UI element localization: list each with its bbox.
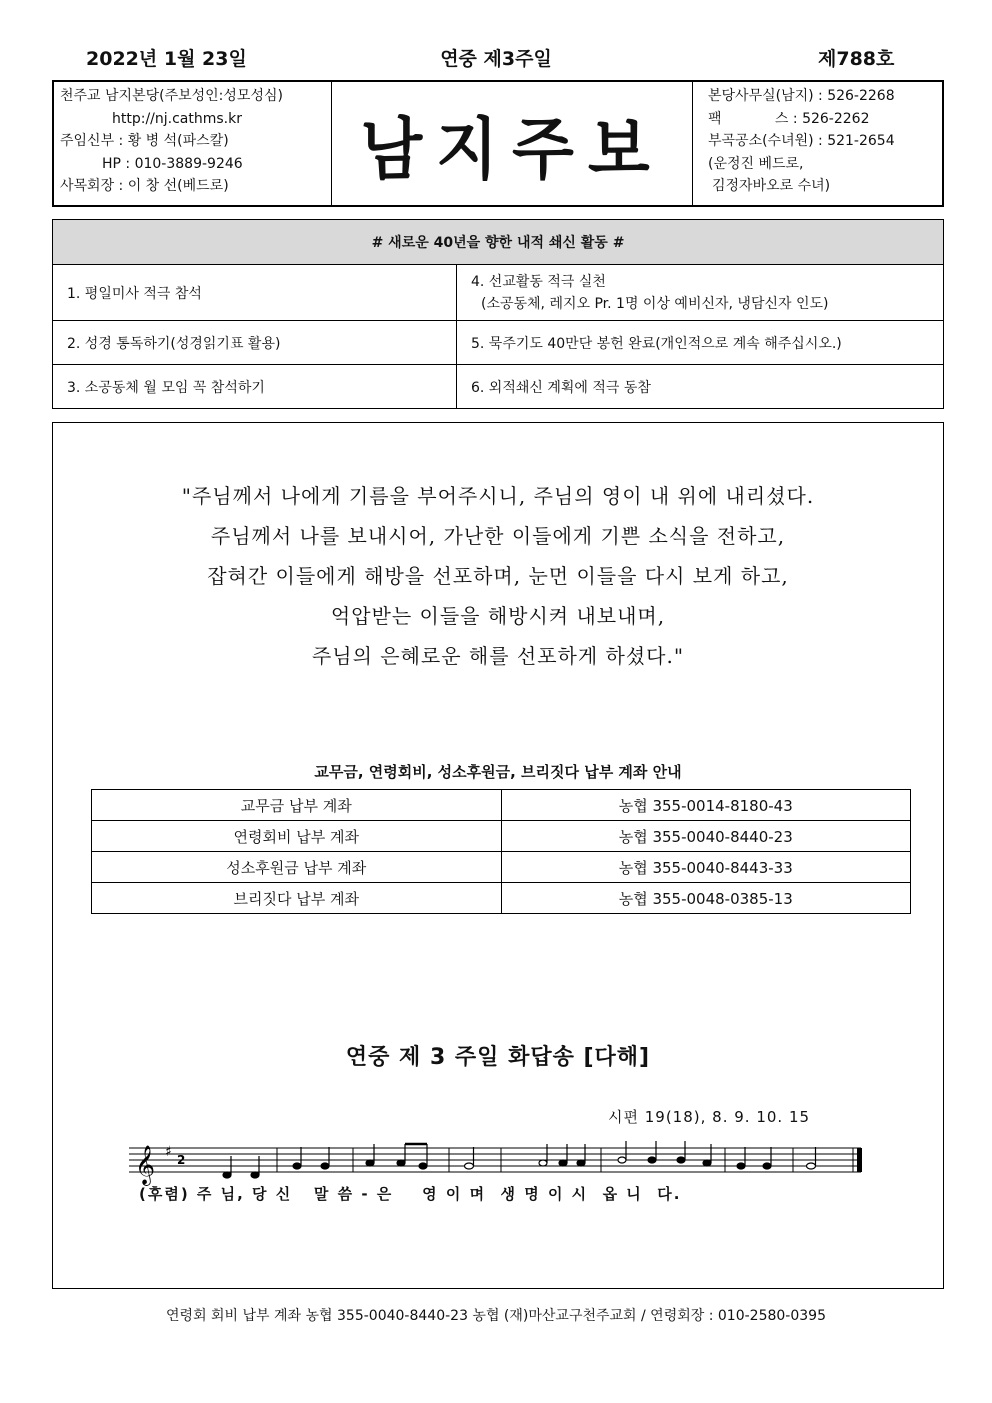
sisters-line-2: 김정자바오로 수녀) [712, 178, 831, 194]
office-contacts [694, 82, 944, 205]
quote-line: 주님의 은혜로운 해를 선포하게 하셨다." [311, 644, 685, 668]
table-row [92, 883, 911, 914]
activity-1: 1. 평일미사 적극 참석 [53, 265, 457, 321]
parish-website[interactable]: http://nj.cathms.kr [112, 110, 242, 127]
activity-2: 2. 성경 통독하기(성경읽기표 활용) [53, 321, 457, 365]
refrain-lyrics: (후렴) 주 님, 당 신 말 씀 - 은 영 이 며 생 명 이 시 옵 니 다. [139, 1185, 682, 1203]
masthead [52, 80, 944, 207]
table-row [92, 790, 911, 821]
activity-5: 5. 묵주기도 40만단 봉헌 완료(개인적으로 계속 해주십시오.) [457, 321, 944, 365]
activity-3: 3. 소공동체 월 모임 꼭 참석하기 [53, 365, 457, 409]
sisters-line-1: (운정진 베드로, [708, 155, 804, 172]
issue-date: 2022년 1월 23일 [86, 48, 247, 70]
svg-text:2: 2 [177, 1153, 186, 1167]
svg-text:♯: ♯ [165, 1144, 172, 1160]
activities-table [52, 219, 944, 409]
convent-phone: 부곡공소(수녀원) : 521-2654 [708, 133, 895, 149]
council-president: 사목회장 : 이 창 선(베드로) [60, 178, 229, 194]
quote-line: 잡혀간 이들에게 해방을 선포하며, 눈먼 이들을 다시 보게 하고, [207, 564, 789, 588]
psalm-reference: 시편 19(18), 8. 9. 10. 15 [608, 1108, 811, 1126]
music-staff-icon [129, 1136, 869, 1186]
account-name: 브리짓다 납부 계좌 [92, 883, 502, 914]
quote-line: 억압받는 이들을 해방시켜 내보내며, [330, 604, 666, 628]
liturgical-week: 연중 제3주일 [440, 48, 552, 70]
account-name: 교무금 납부 계좌 [92, 790, 502, 821]
account-number: 농협 355-0040-8440-23 [501, 821, 911, 852]
accounts-title: 교무금, 연령회비, 성소후원금, 브리짓다 납부 계좌 안내 [314, 763, 682, 781]
pastor: 주임신부 : 황 병 석(파스칼) [60, 133, 229, 149]
account-name: 성소후원금 납부 계좌 [92, 852, 502, 883]
issue-number: 제788호 [818, 48, 895, 70]
parish-info [54, 82, 332, 205]
activity-4-title: 4. 선교활동 적극 실천 [471, 273, 606, 290]
table-row [92, 852, 911, 883]
bulletin-title: 남지주보 [360, 109, 664, 189]
gospel-quote [53, 476, 943, 676]
quote-line: 주님께서 나를 보내시어, 가난한 이들에게 기쁜 소식을 전하고, [210, 524, 786, 548]
account-number: 농협 355-0014-8180-43 [501, 790, 911, 821]
quote-line: "주님께서 나에게 기름을 부어주시니, 주님의 영이 내 위에 내리셨다. [181, 484, 815, 508]
table-row [92, 821, 911, 852]
fax: 팩 스 : 526-2262 [708, 110, 870, 127]
activity-4-detail: (소공동체, 레지오 Pr. 1명 이상 예비신자, 냉담신자 인도) [481, 295, 829, 312]
svg-text:𝄞: 𝄞 [135, 1145, 156, 1185]
activity-4 [457, 265, 944, 321]
accounts-table [91, 789, 911, 914]
account-number: 농협 355-0040-8443-33 [501, 852, 911, 883]
pastor-phone: HP : 010-3889-9246 [102, 155, 243, 172]
activities-title: # 새로운 40년을 향한 내적 쇄신 활동 # [53, 220, 944, 265]
activity-6: 6. 외적쇄신 계획에 적극 동참 [457, 365, 944, 409]
footer-note: 연령회 회비 납부 계좌 농협 355-0040-8440-23 농협 (재)마산교구천주교회 / 연령회장 : 010-2580-0395 [166, 1308, 826, 1324]
account-number: 농협 355-0048-0385-13 [501, 883, 911, 914]
psalm-title: 연중 제 3 주일 화답송 [다해] [345, 1045, 651, 1070]
account-name: 연령회비 납부 계좌 [92, 821, 502, 852]
parish-name: 천주교 남지본당(주보성인:성모성심) [60, 88, 283, 104]
title-box [332, 82, 693, 205]
office-phone: 본당사무실(남지) : 526-2268 [708, 88, 895, 104]
main-panel [52, 422, 944, 1289]
